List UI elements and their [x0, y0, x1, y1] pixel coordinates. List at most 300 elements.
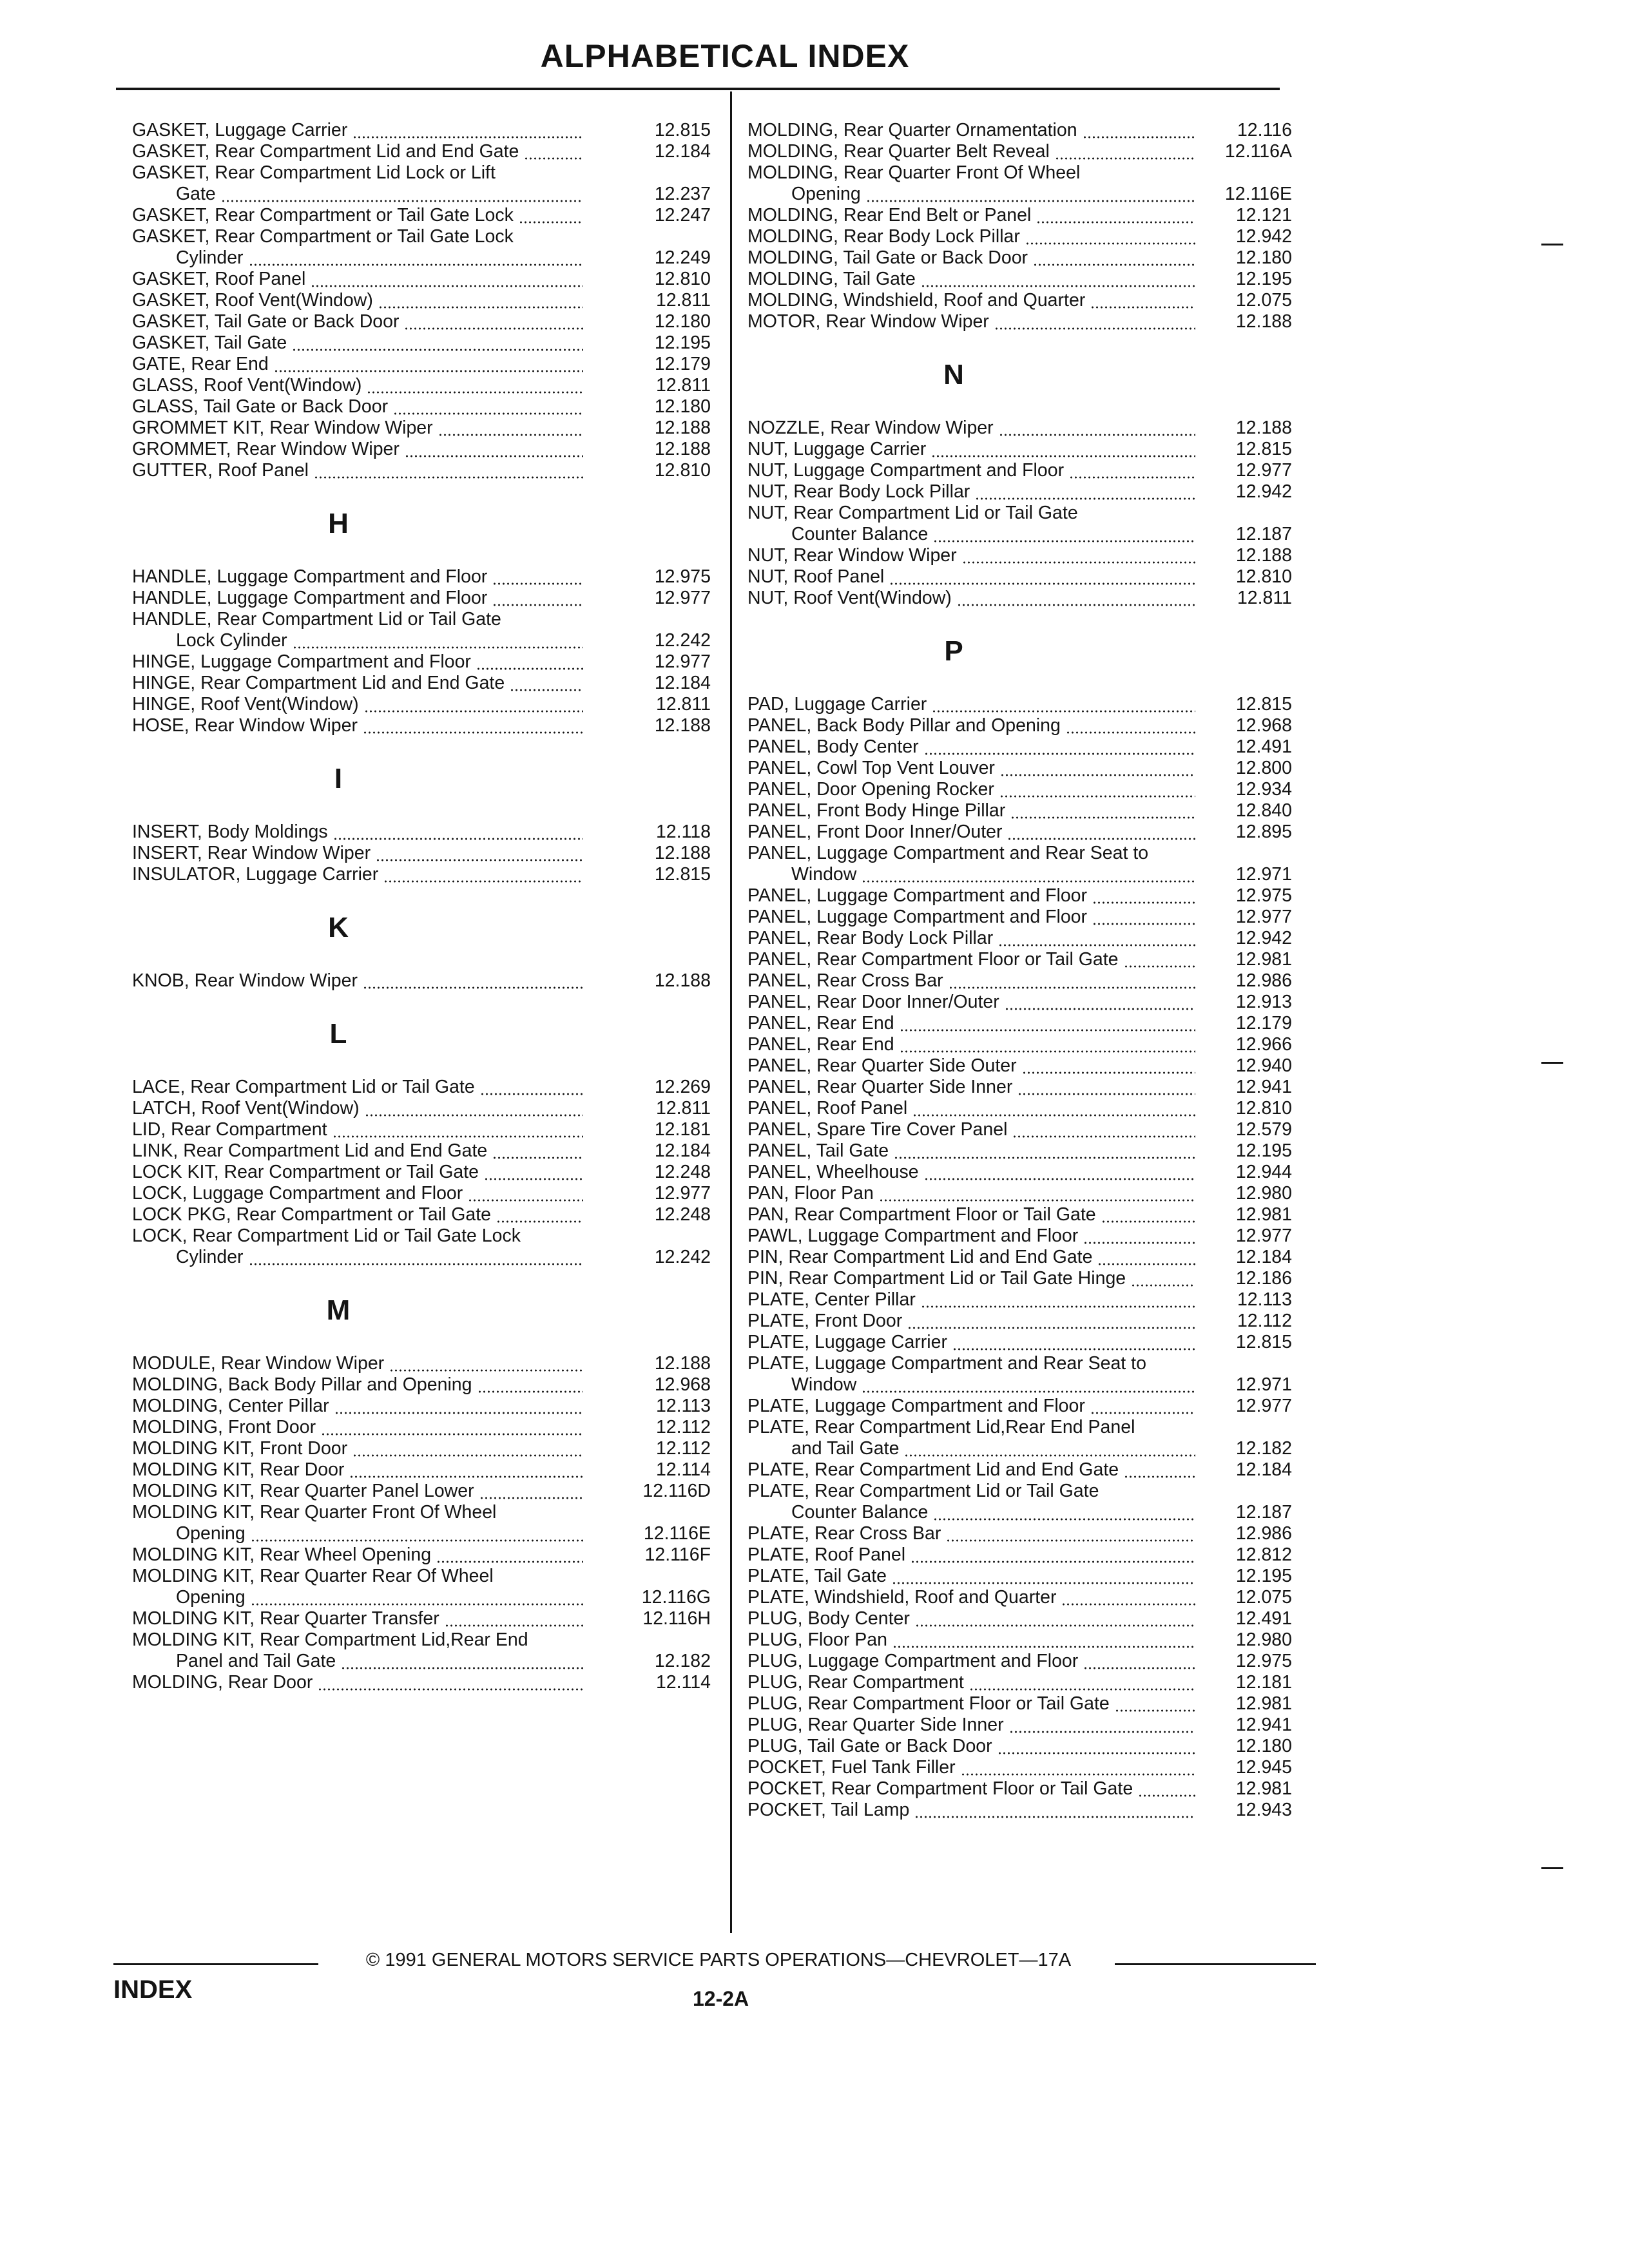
footer-rule-right	[1115, 1963, 1316, 1965]
index-page-ref: 12.943	[1235, 1800, 1292, 1820]
index-page-ref: 12.112	[1237, 1311, 1292, 1331]
footer-section-label: INDEX	[113, 1975, 193, 2004]
index-entry	[747, 290, 1292, 311]
index-entry-text: PANEL, Spare Tire Cover Panel	[747, 1119, 1008, 1140]
dot-leader	[924, 736, 1195, 758]
index-page-ref: 12.815	[654, 864, 711, 885]
index-entry-text: PAN, Floor Pan	[747, 1183, 874, 1204]
index-entry-text: GLASS, Tail Gate or Back Door	[132, 396, 389, 417]
index-entry	[132, 673, 711, 694]
dot-leader	[468, 1183, 583, 1204]
index-page-ref: 12.112	[655, 1417, 711, 1437]
index-entry-text: MOLDING KIT, Rear Door	[132, 1459, 345, 1480]
margin-tick-mark	[1541, 1062, 1563, 1064]
index-entry	[747, 779, 1292, 800]
index-entry	[747, 1629, 1292, 1651]
index-page-ref: 12.184	[654, 1140, 711, 1161]
index-entry-text: PANEL, Body Center	[747, 736, 919, 757]
index-entry	[132, 1629, 711, 1651]
dot-leader	[510, 673, 583, 694]
index-page-ref: 12.188	[654, 970, 711, 991]
dot-leader	[1005, 992, 1195, 1013]
index-page-ref: 12.116E	[1224, 184, 1292, 204]
index-entry	[747, 418, 1292, 439]
index-entry-text: PLUG, Luggage Compartment and Floor	[747, 1651, 1079, 1671]
index-entry	[747, 1225, 1292, 1247]
index-entry-text: MODULE, Rear Window Wiper	[132, 1353, 385, 1374]
dot-leader	[318, 1672, 583, 1693]
footer-page-number: 12-2A	[693, 1987, 749, 2010]
index-entry-text: MOLDING, Center Pillar	[132, 1396, 329, 1416]
index-entry	[747, 694, 1292, 715]
index-page-ref: 12.242	[654, 1247, 711, 1267]
index-entry	[747, 588, 1292, 609]
index-entry-text: Opening	[791, 184, 861, 204]
index-page-ref: 12.188	[654, 418, 711, 438]
index-entry	[747, 907, 1292, 928]
index-entry	[747, 1289, 1292, 1311]
index-entry	[747, 885, 1292, 907]
index-entry-text: PANEL, Roof Panel	[747, 1098, 908, 1119]
index-page-ref: 12.113	[1237, 1289, 1292, 1310]
index-entry	[747, 247, 1292, 269]
index-entry	[132, 1140, 711, 1162]
index-entry-text: Cylinder	[176, 247, 244, 268]
dot-leader	[363, 715, 583, 736]
index-entry	[747, 1183, 1292, 1204]
index-page-ref: 12.269	[654, 1077, 711, 1097]
dot-leader	[393, 396, 583, 418]
index-entry-text: MOLDING, Back Body Pillar and Opening	[132, 1374, 472, 1395]
index-entry	[132, 1608, 711, 1629]
index-entry	[132, 332, 711, 354]
index-entry-text: PLUG, Floor Pan	[747, 1629, 888, 1650]
index-page-ref: 12.981	[1235, 1778, 1292, 1799]
dot-leader	[892, 1629, 1195, 1651]
index-page-ref: 12.975	[1235, 885, 1292, 906]
index-entry-text: LOCK, Rear Compartment Lid or Tail Gate Lock	[132, 1225, 521, 1246]
dot-leader	[1115, 1693, 1195, 1715]
index-page-ref: 12.116F	[644, 1544, 711, 1565]
index-page-ref: 12.112	[655, 1438, 711, 1459]
index-entry	[747, 1800, 1292, 1821]
index-entry-text: MOTOR, Rear Window Wiper	[747, 311, 989, 332]
index-entry-text: PIN, Rear Compartment Lid and End Gate	[747, 1247, 1093, 1267]
index-entry-text: PANEL, Luggage Compartment and Rear Seat to	[747, 843, 1149, 863]
index-page-ref: 12.114	[655, 1672, 711, 1693]
dot-leader	[1007, 822, 1195, 843]
dot-leader	[961, 1757, 1195, 1778]
index-entry	[132, 120, 711, 141]
index-page-ref: 12.895	[1235, 822, 1292, 842]
dot-leader	[389, 1353, 583, 1374]
dot-leader	[352, 1438, 583, 1459]
dot-leader	[492, 588, 583, 609]
dot-leader	[1090, 1396, 1195, 1417]
index-entry-text: PLATE, Luggage Compartment and Rear Seat to	[747, 1353, 1146, 1374]
index-entry-text: PAWL, Luggage Compartment and Floor	[747, 1225, 1079, 1246]
index-entry	[747, 1332, 1292, 1353]
index-page-ref: 12.188	[1235, 311, 1292, 332]
dot-leader	[404, 311, 583, 332]
dot-leader	[933, 524, 1195, 545]
index-page-ref: 12.934	[1235, 779, 1292, 800]
index-entry	[747, 736, 1292, 758]
index-entry	[747, 928, 1292, 949]
dot-leader	[1069, 460, 1195, 481]
dot-leader	[952, 1332, 1195, 1353]
index-entry-text: MOLDING KIT, Rear Quarter Front Of Wheel	[132, 1502, 497, 1523]
index-entry	[747, 481, 1292, 503]
index-entry	[132, 1566, 711, 1587]
index-entry-text: Cylinder	[176, 1247, 244, 1267]
index-entry-text: MOLDING, Tail Gate or Back Door	[747, 247, 1028, 268]
index-entry	[132, 694, 711, 715]
index-entry	[747, 566, 1292, 588]
index-entry	[747, 1736, 1292, 1757]
index-entry	[747, 162, 1289, 184]
index-page-ref: 12.971	[1235, 864, 1292, 885]
section-letter-heading: K	[328, 912, 349, 943]
index-entry-text: MOLDING, Rear Door	[132, 1672, 313, 1693]
index-page-ref: 12.182	[1235, 1438, 1292, 1459]
dot-leader	[363, 970, 583, 992]
index-entry-continuation	[132, 184, 711, 205]
dot-leader	[1055, 141, 1195, 162]
dot-leader	[889, 566, 1195, 588]
index-entry-text: PLATE, Windshield, Roof and Quarter	[747, 1587, 1057, 1608]
index-entry	[132, 822, 711, 843]
index-page-ref: 12.811	[655, 1098, 711, 1119]
index-entry	[747, 970, 1292, 992]
index-entry-continuation	[747, 524, 1292, 545]
index-page-ref: 12.195	[654, 332, 711, 353]
index-page-ref: 12.815	[1235, 439, 1292, 459]
index-entry-text: POCKET, Rear Compartment Floor or Tail Gate	[747, 1778, 1133, 1799]
index-entry	[747, 460, 1292, 481]
index-entry	[747, 1353, 1289, 1374]
index-page-ref: 12.980	[1235, 1629, 1292, 1650]
index-page-ref: 12.180	[654, 396, 711, 417]
index-page-ref: 12.800	[1235, 758, 1292, 778]
dot-leader	[365, 1098, 583, 1119]
index-page-ref: 12.184	[1235, 1459, 1292, 1480]
index-entry-text: PLUG, Rear Compartment	[747, 1672, 964, 1693]
index-entry	[747, 800, 1292, 822]
index-entry-text: GUTTER, Roof Panel	[132, 460, 309, 481]
index-entry	[747, 1778, 1292, 1800]
index-entry	[747, 1034, 1292, 1055]
dot-leader	[1017, 1077, 1195, 1098]
index-page-ref: 12.181	[654, 1119, 711, 1140]
section-letter-heading: P	[944, 635, 963, 667]
index-page-ref: 12.975	[654, 566, 711, 587]
index-entry-text: Counter Balance	[791, 524, 929, 544]
index-entry-continuation	[132, 1651, 711, 1672]
dot-leader	[334, 1396, 583, 1417]
index-column-right	[747, 120, 1292, 1821]
index-entry-text: GASKET, Rear Compartment Lid Lock or Lift	[132, 162, 496, 183]
dot-leader	[1022, 1055, 1195, 1077]
dot-leader	[915, 1608, 1195, 1629]
index-entry	[132, 396, 711, 418]
index-page-ref: 12.195	[1235, 1140, 1292, 1161]
index-entry-text: PLUG, Body Center	[747, 1608, 910, 1629]
dot-leader	[524, 141, 583, 162]
index-entry-text: GASKET, Tail Gate	[132, 332, 287, 353]
index-entry-text: PANEL, Rear Cross Bar	[747, 970, 943, 991]
index-entry-text: PAN, Rear Compartment Floor or Tail Gate	[747, 1204, 1096, 1225]
dot-leader	[879, 1183, 1195, 1204]
dot-leader	[969, 1672, 1195, 1693]
dot-leader	[311, 269, 583, 290]
dot-leader	[914, 1800, 1195, 1821]
index-entry	[747, 1247, 1292, 1268]
index-entry-text: LID, Rear Compartment	[132, 1119, 327, 1140]
index-page-ref: 12.977	[654, 651, 711, 672]
index-page-ref: 12.810	[654, 460, 711, 481]
index-entry	[132, 1459, 711, 1481]
index-entry-text: HINGE, Roof Vent(Window)	[132, 694, 359, 715]
index-entry	[747, 1459, 1292, 1481]
index-entry-continuation	[747, 1438, 1292, 1459]
dot-leader	[999, 418, 1195, 439]
index-entry-continuation	[747, 1374, 1292, 1396]
index-page-ref: 12.811	[655, 290, 711, 311]
index-page-ref: 12.113	[655, 1396, 711, 1416]
index-entry	[132, 460, 711, 481]
index-entry-text: PLATE, Roof Panel	[747, 1544, 906, 1565]
index-entry	[132, 1481, 711, 1502]
index-entry-text: GASKET, Rear Compartment Lid and End Gate	[132, 141, 519, 162]
index-page-ref: 12.975	[1235, 1651, 1292, 1671]
dot-leader	[962, 545, 1195, 566]
index-entry-text: NUT, Luggage Compartment and Floor	[747, 460, 1065, 481]
dot-leader	[892, 1566, 1195, 1587]
dot-leader	[438, 418, 583, 439]
index-entry	[747, 992, 1292, 1013]
index-entry-text: GROMMET, Rear Window Wiper	[132, 439, 400, 459]
index-page-ref: 12.977	[1235, 460, 1292, 481]
index-column-left	[132, 120, 711, 1693]
index-entry	[747, 439, 1292, 460]
index-entry-text: Lock Cylinder	[176, 630, 287, 651]
dot-leader	[1092, 907, 1195, 928]
index-entry-text: LOCK KIT, Rear Compartment or Tail Gate	[132, 1162, 479, 1182]
index-entry	[132, 354, 711, 375]
index-page-ref: 12.180	[1235, 1736, 1292, 1756]
dot-leader	[862, 864, 1195, 885]
index-page-ref: 12.810	[1235, 566, 1292, 587]
dot-leader	[364, 694, 583, 715]
dot-leader	[484, 1162, 583, 1183]
index-entry	[747, 822, 1292, 843]
index-entry	[747, 1055, 1292, 1077]
dot-leader	[251, 1523, 583, 1544]
dot-leader	[946, 1523, 1195, 1544]
index-entry	[132, 205, 711, 226]
index-entry-text: Gate	[176, 184, 216, 204]
index-page-ref: 12.242	[654, 630, 711, 651]
index-entry-text: MOLDING, Rear End Belt or Panel	[747, 205, 1032, 226]
dot-leader	[998, 1736, 1195, 1757]
dot-leader	[249, 247, 583, 269]
index-entry	[132, 290, 711, 311]
index-entry	[132, 1204, 711, 1225]
index-entry	[132, 141, 711, 162]
index-entry-text: PANEL, Luggage Compartment and Floor	[747, 907, 1088, 927]
index-entry	[132, 1672, 711, 1693]
index-page-ref: 12.116D	[642, 1481, 711, 1501]
index-entry	[747, 1587, 1292, 1608]
index-page-ref: 12.986	[1235, 970, 1292, 991]
index-entry-text: NUT, Roof Vent(Window)	[747, 588, 952, 608]
index-page-ref: 12.187	[1235, 1502, 1292, 1523]
index-page-ref: 12.966	[1235, 1034, 1292, 1055]
index-page-ref: 12.075	[1235, 290, 1292, 311]
index-entry-text: NOZZLE, Rear Window Wiper	[747, 418, 994, 438]
index-entry	[747, 1204, 1292, 1225]
index-page-ref: 12.941	[1235, 1077, 1292, 1097]
index-entry-text: LOCK, Luggage Compartment and Floor	[132, 1183, 463, 1204]
index-entry	[132, 311, 711, 332]
index-entry-text: NUT, Rear Window Wiper	[747, 545, 957, 566]
index-page-ref: 12.248	[654, 1162, 711, 1182]
index-entry	[132, 269, 711, 290]
index-entry	[132, 588, 711, 609]
index-page-ref: 12.981	[1235, 1204, 1292, 1225]
dot-leader	[367, 375, 583, 396]
index-entry-text: PANEL, Rear Quarter Side Outer	[747, 1055, 1017, 1076]
index-entry-text: NUT, Rear Compartment Lid or Tail Gate	[747, 503, 1078, 523]
index-entry	[132, 1396, 711, 1417]
index-page-ref: 12.116E	[643, 1523, 711, 1544]
index-page-ref: 12.980	[1235, 1183, 1292, 1204]
dot-leader	[998, 928, 1195, 949]
index-page-ref: 12.977	[654, 588, 711, 608]
dot-leader	[519, 205, 583, 226]
index-entry	[747, 1651, 1292, 1672]
index-page-ref: 12.195	[1235, 269, 1292, 289]
index-entry-text: MOLDING, Front Door	[132, 1417, 316, 1437]
index-entry	[132, 843, 711, 864]
index-entry-text: PLATE, Rear Cross Bar	[747, 1523, 941, 1544]
index-entry-text: PANEL, Door Opening Rocker	[747, 779, 994, 800]
index-page-ref: 12.491	[1235, 1608, 1292, 1629]
dot-leader	[1036, 205, 1195, 226]
footer-rule-left	[113, 1963, 318, 1965]
index-entry-text: NUT, Roof Panel	[747, 566, 885, 587]
title-rule	[116, 88, 1280, 90]
index-page-ref: 12.940	[1235, 1055, 1292, 1076]
dot-leader	[405, 439, 583, 460]
index-page-ref: 12.182	[654, 1651, 711, 1671]
dot-leader	[314, 460, 583, 481]
dot-leader	[479, 1481, 583, 1502]
index-page-ref: 12.180	[1235, 247, 1292, 268]
index-entry-text: GASKET, Rear Compartment or Tail Gate Lock	[132, 205, 514, 226]
dot-leader	[476, 651, 583, 673]
index-entry-continuation	[132, 247, 711, 269]
dot-leader	[321, 1417, 583, 1438]
index-entry-text: PANEL, Tail Gate	[747, 1140, 889, 1161]
index-entry	[132, 162, 711, 184]
index-page-ref: 12.249	[654, 247, 711, 268]
index-entry-text: HANDLE, Rear Compartment Lid or Tail Gate	[132, 609, 501, 629]
index-entry-text: PLUG, Rear Compartment Floor or Tail Gate	[747, 1693, 1110, 1714]
index-entry	[132, 1544, 711, 1566]
index-entry	[747, 1311, 1292, 1332]
dot-leader	[1012, 1119, 1195, 1140]
index-entry-text: PANEL, Rear Compartment Floor or Tail Gate	[747, 949, 1119, 970]
index-entry-text: MOLDING KIT, Front Door	[132, 1438, 348, 1459]
dot-leader	[251, 1587, 583, 1608]
index-entry-text: HANDLE, Luggage Compartment and Floor	[132, 566, 488, 587]
index-entry	[747, 1608, 1292, 1629]
index-entry	[747, 1481, 1289, 1502]
index-entry-text: MOLDING, Tail Gate	[747, 269, 916, 289]
index-entry-continuation	[747, 184, 1292, 205]
index-entry-text: PANEL, Rear End	[747, 1013, 894, 1033]
index-entry-text: PANEL, Front Door Inner/Outer	[747, 822, 1003, 842]
dot-leader	[933, 1502, 1195, 1523]
dot-leader	[1033, 247, 1195, 269]
index-page-ref: 12.116G	[641, 1587, 711, 1608]
index-page-ref: 12.181	[1235, 1672, 1292, 1693]
index-entry	[747, 226, 1292, 247]
index-entry-text: LATCH, Roof Vent(Window)	[132, 1098, 360, 1119]
index-entry	[747, 120, 1292, 141]
index-page-ref: 12.188	[1235, 418, 1292, 438]
index-entry-text: INSULATOR, Luggage Carrier	[132, 864, 379, 885]
index-entry-text: Counter Balance	[791, 1502, 929, 1523]
index-entry	[747, 1013, 1292, 1034]
index-entry	[747, 311, 1292, 332]
index-page-ref: 12.810	[1235, 1098, 1292, 1119]
margin-tick-mark	[1541, 1867, 1563, 1869]
dot-leader	[994, 311, 1195, 332]
dot-leader	[1010, 800, 1195, 822]
dot-leader	[1131, 1268, 1195, 1289]
index-entry-continuation	[132, 630, 711, 651]
dot-leader	[1083, 120, 1195, 141]
dot-leader	[249, 1247, 583, 1268]
index-entry	[747, 1098, 1292, 1119]
index-entry-continuation	[747, 1502, 1292, 1523]
index-entry	[747, 1140, 1292, 1162]
index-entry-text: PLATE, Center Pillar	[747, 1289, 916, 1310]
index-entry-text: MOLDING KIT, Rear Quarter Panel Lower	[132, 1481, 474, 1501]
index-entry	[747, 1162, 1292, 1183]
index-entry-text: GROMMET KIT, Rear Window Wiper	[132, 418, 433, 438]
index-entry-text: PIN, Rear Compartment Lid or Tail Gate Hinge	[747, 1268, 1126, 1289]
index-page-ref: 12.840	[1235, 800, 1292, 821]
index-entry-text: PLATE, Rear Compartment Lid,Rear End Panel	[747, 1417, 1135, 1437]
index-entry-text: MOLDING, Rear Quarter Front Of Wheel	[747, 162, 1081, 183]
index-entry	[132, 864, 711, 885]
index-entry	[132, 1077, 711, 1098]
index-entry-text: INSERT, Body Moldings	[132, 822, 328, 842]
index-entry-text: POCKET, Tail Lamp	[747, 1800, 910, 1820]
index-entry	[747, 843, 1289, 864]
index-page-ref: 12.114	[655, 1459, 711, 1480]
index-entry-continuation	[132, 1247, 711, 1268]
index-page-ref: 12.116	[1237, 120, 1292, 140]
index-entry-text: HINGE, Rear Compartment Lid and End Gate	[132, 673, 505, 693]
index-entry-text: LINK, Rear Compartment Lid and End Gate	[132, 1140, 488, 1161]
index-entry-text: GATE, Rear End	[132, 354, 269, 374]
dot-leader	[924, 1162, 1195, 1183]
